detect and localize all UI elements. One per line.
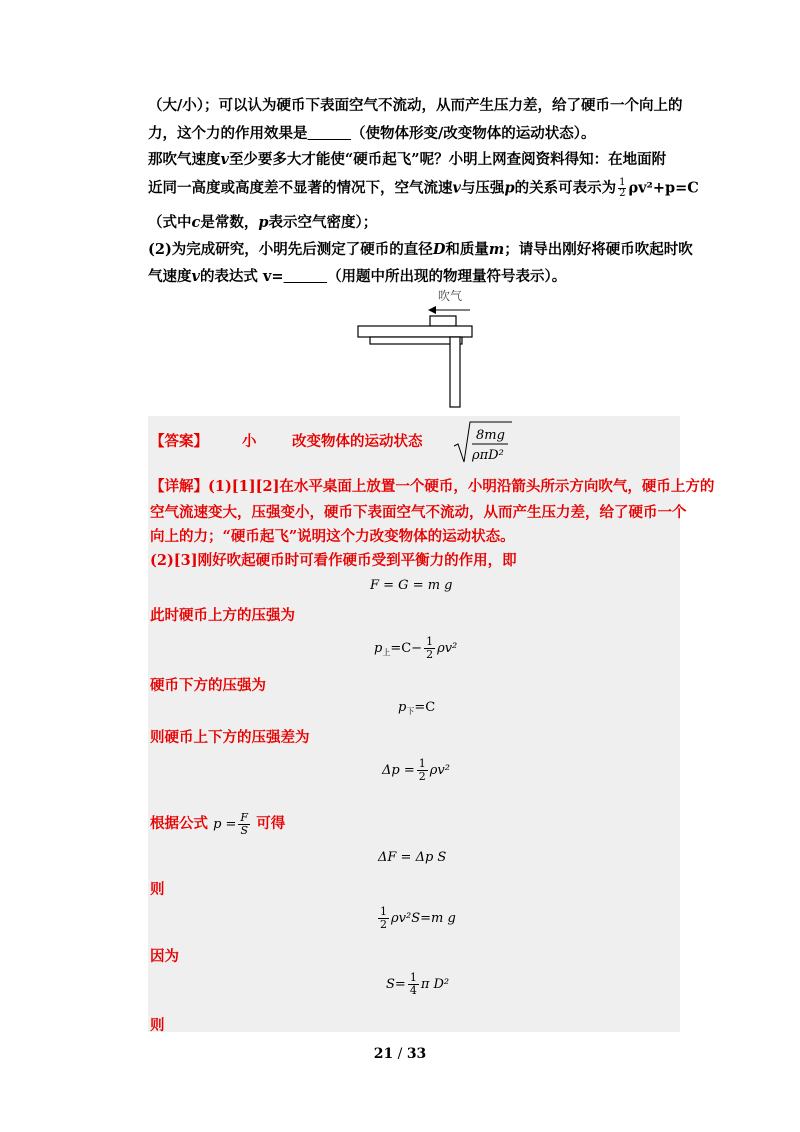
answer-blank-1 — [308, 125, 352, 142]
formula-text-a: 根据公式 — [150, 815, 208, 832]
eq-pressure-formula: p = $\frac{F}{S}$ — [213, 811, 249, 837]
eq-pressure-diff: Δp = $\frac{1}{2} \rho v^2$ — [382, 757, 450, 783]
q5-text-a: （式中 — [148, 214, 192, 231]
q6-text-a: (2)为完成研究，小明先后测定了硬币的直径 — [148, 241, 433, 258]
q5-text-c: 表示空气密度）； — [268, 214, 378, 231]
text-pressure-diff: 则硬币上下方的压强差为 — [150, 729, 310, 746]
question-line-1: （大/小）；可以认为硬币下表面空气不流动，从而产生压力差，给了硬币一个向上的 — [148, 97, 683, 114]
detail-line-1 — [150, 477, 714, 497]
q3-text-b: 至少要多大才能使“硬币起飞”呢？小明上网查阅资料得知：在地面附 — [228, 151, 667, 168]
answer-sqrt — [452, 418, 514, 466]
question-line-6 — [148, 240, 693, 260]
question-line-3 — [148, 150, 666, 170]
var-p: p — [504, 179, 515, 197]
var-v-3: v — [191, 268, 200, 285]
answer-blank-2 — [284, 268, 328, 285]
coin — [430, 316, 456, 326]
detail-label: 【详解】 — [150, 478, 208, 495]
var-c: c — [191, 214, 201, 231]
eq-force-balance: F = G = m g — [370, 578, 453, 593]
page-number: 21 / 33 — [373, 1046, 427, 1062]
q5-text-b: 是常数， — [200, 214, 259, 231]
question-line-7 — [148, 267, 566, 287]
var-rho: p — [258, 214, 269, 231]
detail-line-3: 向上的力；“硬币起飞”说明这个力改变物体的运动状态。 — [150, 528, 515, 545]
q2-text-end: （使物体形变/改变物体的运动状态）。 — [351, 125, 596, 142]
q7-text-a: 气速度 — [148, 268, 192, 285]
table-top — [358, 326, 472, 337]
var-v-2: v — [452, 179, 461, 197]
text-upper-pressure: 此时硬币上方的压强为 — [150, 607, 295, 624]
q6-text-b: 和质量 — [445, 241, 489, 258]
question-line-5 — [148, 213, 377, 233]
q6-text-c: ；请导出刚好将硬币吹起时吹 — [504, 241, 693, 258]
sqrt-numerator: 8mg — [476, 428, 505, 443]
eq-lower-pressure: $p_下=C$ — [398, 700, 436, 716]
bernoulli-formula: ρv²+p=C — [628, 179, 699, 197]
text-then-2: 则 — [150, 1017, 165, 1034]
q4-text-c: 的关系可表示为 — [514, 179, 617, 197]
text-because: 因为 — [150, 948, 179, 965]
detail-text-1: (1)[1][2]在水平桌面上放置一个硬币，小明沿箭头所示方向吹气，硬币上方的 — [208, 478, 715, 495]
blow-label: 吹气 — [438, 289, 463, 303]
coin-table-diagram — [350, 286, 480, 412]
text-then-1: 则 — [150, 881, 165, 898]
detail-line-2: 空气流速变大，压强变小，硬币下表面空气不流动，从而产生压力差，给了硬币一个 — [150, 504, 687, 521]
sqrt-denominator: ρπD² — [472, 448, 504, 463]
q4-text-b: 与压强 — [460, 179, 505, 197]
question-line-2 — [148, 124, 596, 144]
q3-text-a: 那吹气速度 — [148, 151, 221, 168]
text-lower-pressure: 硬币下方的压强为 — [150, 677, 266, 694]
text-formula — [150, 812, 285, 837]
answer-2: 改变物体的运动状态 — [292, 433, 423, 450]
question-line-4 — [148, 178, 699, 199]
eq-force-diff: ΔF = Δp S — [378, 850, 447, 865]
answer-label: 【答案】 — [150, 433, 208, 450]
half-fraction: $\frac{1}{2}$ — [619, 177, 626, 199]
eq-coin-area: S= $\frac{1}{4}$ π D² — [386, 971, 450, 997]
q2-text: 力，这个力的作用效果是 — [148, 125, 308, 142]
table-leg — [450, 337, 460, 407]
var-m: m — [488, 241, 505, 258]
q7-text-b: 的表达式 v= — [199, 268, 284, 285]
q7-text-c: （用题中所出现的物理量符号表示）。 — [327, 268, 567, 285]
formula-text-b: 可得 — [256, 815, 286, 832]
eq-force-equal: $\frac{1}{2} \rho v^2S=m$ g — [380, 905, 456, 931]
table-under — [370, 337, 462, 344]
detail-line-4: (2)[3]刚好吹起硬币时可看作硬币受到平衡力的作用，即 — [150, 552, 517, 569]
var-D: D — [432, 241, 446, 258]
var-v: v — [220, 151, 229, 168]
q4-text-a: 近同一高度或高度差不显著的情况下，空气流速 — [148, 179, 453, 197]
blow-arrow-head — [428, 306, 436, 314]
answer-1: 小 — [242, 433, 257, 450]
eq-upper-pressure: $p_上=C-$ $\frac{1}{2} \rho v^2$ — [374, 635, 458, 661]
